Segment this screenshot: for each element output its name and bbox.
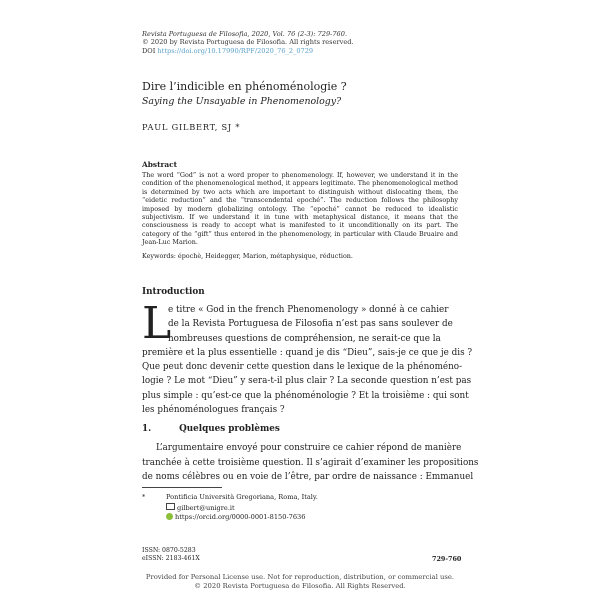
section-1-heading: [142, 424, 280, 434]
drop-cap: L: [142, 298, 172, 349]
footnote-mark: *: [142, 493, 146, 501]
footnote-email-line: [166, 503, 366, 514]
author-name: PAUL GILBERT, SJ *: [142, 122, 241, 132]
issn-block: [142, 547, 200, 563]
intro-line: première et la plus essentielle : quand je dis “Dieu”, sais-je ce que je dis ?: [142, 347, 473, 358]
page-range: 729-760: [432, 555, 462, 563]
footnote-orcid[interactable]: https://orcid.org/0000-0001-8150-7636: [175, 513, 306, 522]
journal-citation: Revista Portuguesa de Filosofia, 2020, Vol. 76 (2-3): 729-760.: [142, 30, 348, 38]
license-footer: [0, 573, 600, 591]
footnote-orcid-line: [166, 513, 366, 523]
abstract-heading: Abstract: [142, 160, 178, 169]
section-line: tranchée à cette troisième question. Il s’agirait d’examiner les propositions: [142, 457, 479, 468]
introduction-paragraph: [142, 298, 473, 417]
copyright-line: © 2020 Revista Portuguesa de Filosofia. All Rights Reserved.: [194, 582, 406, 590]
mail-icon: [166, 503, 175, 510]
footnote-affiliation: Pontificia Università Gregoriana, Roma, Italy.: [166, 493, 318, 501]
intro-line: Que peut donc devenir cette question dans le lexique de la phénoméno-: [142, 362, 463, 373]
abstract-text: The word “God” is not a word proper to phenomenology. If, however, we understand it in the condition of the phenomenological method, it appears legitimate. The phenomenological method is determined by two acts which are important to distinguish without dislocating them, the “eidetic reduction” and the “transcendental epoché”. The reduction follows the philosophy imposed by modern globalizing ontology. The “epoché” cannot be reduced to idealistic subjectivism. If we understand it in tune with metaphysical distance, it means that the consciousness is ready to accept what is manifested to it unconditionally on its part. The category of the “gift” thus entered in the phenomenology, in particular with Claude Bruaire and Jean-Luc Marion.: [142, 171, 458, 247]
issn-electronic: eISSN: 2183-461X: [142, 555, 200, 562]
section-title: Quelques problèmes: [179, 424, 280, 434]
issn-print: ISSN: 0870-5283: [142, 547, 196, 554]
footnote-divider: [142, 487, 222, 488]
intro-line: logie ? Le mot “Dieu” y sera-t-il plus clair ? La seconde question n’est pas: [142, 376, 472, 387]
footnote-email[interactable]: gilbert@unigre.it: [177, 503, 235, 512]
journal-meta: [142, 30, 354, 55]
orcid-icon: [166, 513, 173, 520]
doi-line: [142, 47, 354, 55]
intro-line: nombreuses questions de compréhension, ne serait-ce que la: [168, 333, 441, 344]
doi-label: DOI: [142, 46, 156, 55]
intro-line: les phénoménologues français ?: [142, 405, 285, 416]
section-1-paragraph: [142, 441, 479, 485]
intro-line: plus simple : qu’est-ce que la phénoménologie ? Et la troisième : qui sont: [142, 390, 469, 401]
article-title: Dire l’indicible en phénoménologie ?: [142, 80, 347, 93]
section-number: 1.: [142, 424, 152, 434]
license-line: Provided for Personal License use. Not for reproduction, distribution, or commercial use.: [145, 573, 455, 581]
journal-copyright: © 2020 by Revista Portuguesa de Filosofia. All rights reserved.: [142, 38, 354, 47]
keywords: Keywords: épochè, Heidegger, Marion, métaphysique, réduction.: [142, 252, 353, 260]
article-subtitle: Saying the Unsayable in Phenomenology?: [142, 96, 342, 107]
section-line: L’argumentaire envoyé pour construire ce cahier répond de manière: [156, 443, 462, 453]
intro-line: de la Revista Portuguesa de Filosofia n’est pas sans soulever de: [168, 319, 453, 330]
intro-line: e titre « God in the french Phenomenology » donné à ce cahier: [168, 305, 449, 315]
introduction-heading: Introduction: [142, 287, 205, 297]
section-line: de noms célèbres ou en voie de l’être, par ordre de naissance : Emmanuel: [142, 472, 474, 483]
doi-link[interactable]: https://doi.org/10.17990/RPF/2020_76_2_0729: [157, 46, 314, 55]
